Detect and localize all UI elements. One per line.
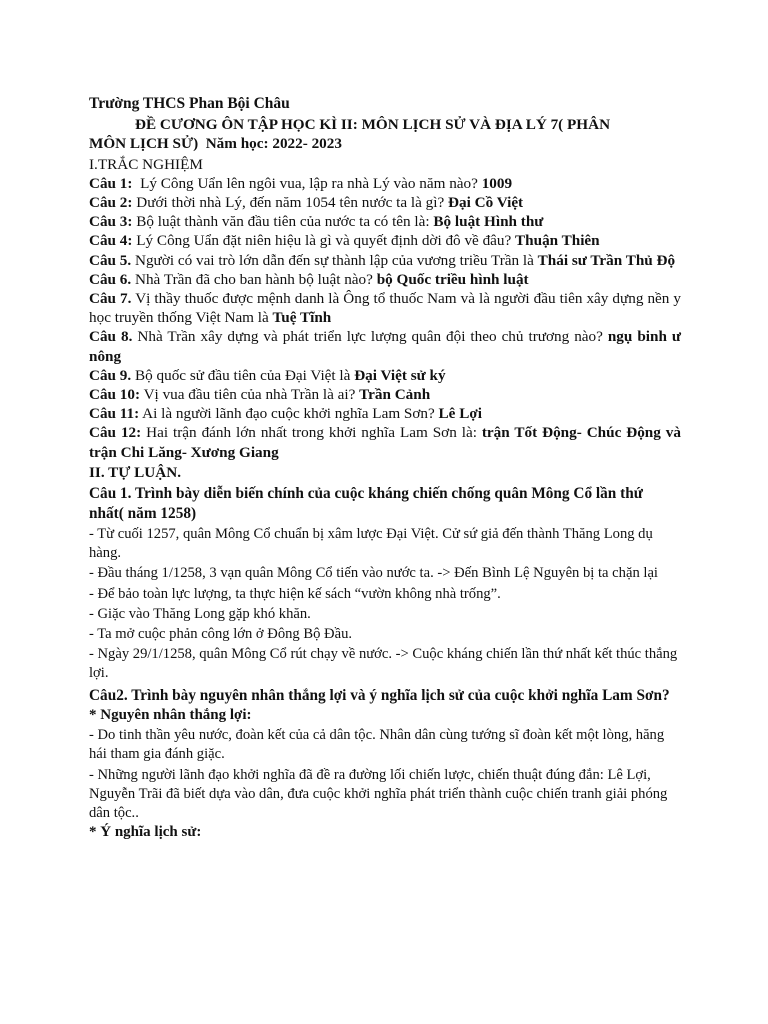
essay-1-point: - Từ cuối 1257, quân Mông Cổ chuẩn bị xâm lược Đại Việt. Cử sứ giả đến thành Thăng Long dụ hàng. xyxy=(89,526,653,562)
essay-1-point: - Để bảo toàn lực lượng, ta thực hiện kế sách “vườn không nhà trống”. xyxy=(89,585,501,602)
question-6: Câu 6. Nhà Trần đã cho ban hành bộ luật nào? bộ Quốc triều hình luật xyxy=(89,270,529,288)
answer-10: Trần Cảnh xyxy=(359,386,431,404)
title-line-2 xyxy=(89,134,681,153)
question-4: Câu 4: Lý Công Uẩn đặt niên hiệu là gì và quyết định dời đô về đâu? Thuận Thiên xyxy=(89,232,600,250)
document-page xyxy=(89,94,681,843)
essay-1-point: - Ta mở cuộc phản công lớn ở Đông Bộ Đầu. xyxy=(89,626,353,643)
essay-1-point: - Ngày 29/1/1258, quân Mông Cổ rút chạy về nước. -> Cuộc kháng chiến lần thứ nhất kết thúc thắng lợi. xyxy=(89,646,678,682)
essay-2-prompt: Câu2. Trình bày nguyên nhân thắng lợi và ý nghĩa lịch sử của cuộc khởi nghĩa Lam Sơn? xyxy=(89,686,670,704)
essay-1-prompt: Câu 1. Trình bày diễn biến chính của cuộc kháng chiến chống quân Mông Cổ lần thứ nhất( năm 1258) xyxy=(89,485,643,523)
school-name: Trường THCS Phan Bội Châu xyxy=(89,95,290,112)
causes-heading: * Nguyên nhân thắng lợi: xyxy=(89,706,252,723)
answer-3: Bộ luật Hình thư xyxy=(433,213,544,231)
section-multiple-choice-heading: I.TRẮC NGHIỆM xyxy=(89,155,203,173)
answer-1: 1009 xyxy=(481,174,513,192)
cause-item: - Những người lãnh đạo khởi nghĩa đã đề ra đường lối chiến lược, chiến thuật đúng đắn: Lê Lợi, Nguyễn Trãi đã biết dựa vào dân, đưa cuộc khởi nghĩa phát triển thành cuộc chiến tranh giải phóng dân tộc.. xyxy=(89,766,668,821)
question-5: Câu 5. Người có vai trò lớn dẫn đến sự thành lập của vương triều Trần là Thái sư Trần Thủ Độ xyxy=(89,251,676,269)
question-7: Câu 7. Vị thầy thuốc được mệnh danh là Ông tổ thuốc Nam và là người đầu tiên xây dựng nền y học truyền thống Việt Nam là Tuệ Tĩnh xyxy=(89,290,681,327)
cause-item: - Do tinh thần yêu nước, đoàn kết của cả dân tộc. Nhân dân cùng tướng sĩ đoàn kết một lòng, hăng hái tham gia đánh giặc. xyxy=(89,727,665,763)
essay-1-point: - Đầu tháng 1/1258, 3 vạn quân Mông Cổ tiến vào nước ta. -> Đến Bình Lệ Nguyên bị ta chặn lại xyxy=(89,565,658,582)
answer-8: ngụ binh ư nông xyxy=(89,328,681,365)
answer-9: Đại Việt sử ký xyxy=(354,366,446,384)
question-3: Câu 3: Bộ luật thành văn đầu tiên của nước ta có tên là: Bộ luật Hình thư xyxy=(89,213,544,231)
question-1: Câu 1: Lý Công Uẩn lên ngôi vua, lập ra nhà Lý vào năm nào? 1009 xyxy=(89,174,513,192)
question-2: Câu 2: Dưới thời nhà Lý, đến năm 1054 tên nước ta là gì? Đại Cồ Việt xyxy=(89,194,524,212)
section-essay-heading: II. TỰ LUẬN. xyxy=(89,463,181,481)
title-line-1: ĐỀ CƯƠNG ÔN TẬP HỌC KÌ II: MÔN LỊCH SỬ VÀ ĐỊA LÝ 7( PHÂN xyxy=(135,116,611,134)
question-10: Câu 10: Vị vua đầu tiên của nhà Trần là ai? Trần Cảnh xyxy=(89,386,431,404)
question-12: Câu 12: Hai trận đánh lớn nhất trong khởi nghĩa Lam Sơn là: trận Tốt Động- Chúc Động và trận Chi Lăng- Xương Giang xyxy=(89,424,681,461)
meaning-heading: * Ý nghĩa lịch sử: xyxy=(89,824,202,841)
answer-5: Thái sư Trần Thủ Độ xyxy=(537,251,676,269)
answer-11: Lê Lợi xyxy=(438,405,482,423)
answer-2: Đại Cồ Việt xyxy=(448,194,524,212)
question-8: Câu 8. Nhà Trần xây dựng và phát triển lực lượng quân đội theo chủ trương nào? ngụ binh ư nông xyxy=(89,328,681,365)
essay-question-2 xyxy=(89,686,681,843)
answer-7: Tuệ Tĩnh xyxy=(272,309,332,327)
answer-6: bộ Quốc triều hình luật xyxy=(376,270,529,288)
document-title xyxy=(89,115,681,153)
title-school-year: Năm học: 2022- 2023 xyxy=(198,135,342,153)
question-11: Câu 11: Ai là người lãnh đạo cuộc khởi nghĩa Lam Sơn? Lê Lợi xyxy=(89,405,482,423)
title-subject: MÔN LỊCH SỬ) xyxy=(89,135,199,153)
answer-4: Thuận Thiên xyxy=(515,232,600,250)
essay-question-1 xyxy=(89,484,681,684)
question-list xyxy=(89,174,681,462)
essay-1-point: - Giặc vào Thăng Long gặp khó khăn. xyxy=(89,605,311,622)
question-9: Câu 9. Bộ quốc sử đầu tiên của Đại Việt là Đại Việt sử ký xyxy=(89,366,446,384)
answer-12: trận Tốt Động- Chúc Động và trận Chi Lăng- Xương Giang xyxy=(89,424,681,461)
